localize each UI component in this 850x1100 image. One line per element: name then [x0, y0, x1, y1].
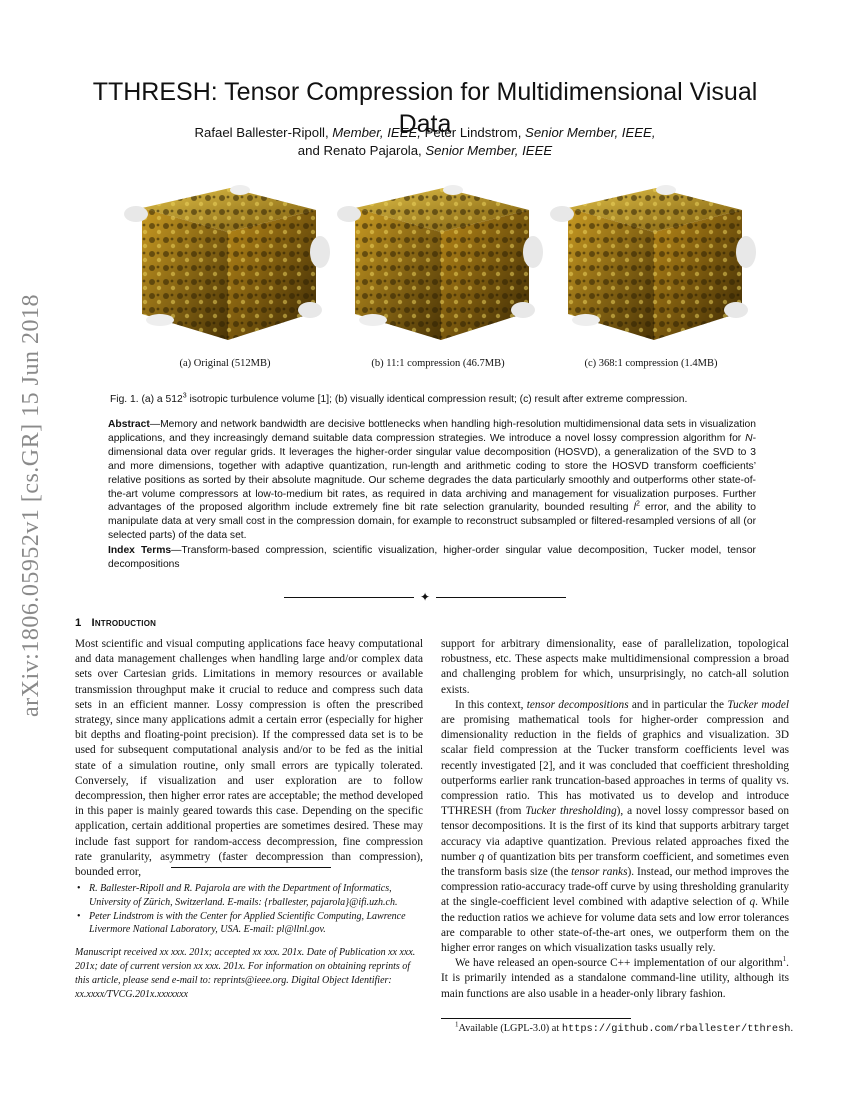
footnote-text: Available (LGPL-3.0) at	[458, 1023, 562, 1034]
turbulence-volume-image	[120, 180, 330, 344]
divider-line-left	[284, 597, 414, 598]
author-1: Rafael Ballester-Ripoll,	[194, 125, 333, 140]
divider-diamond-icon: ✦	[420, 590, 431, 604]
abstract-text-3: error, and the ability to manipulate data at very small cost in the compression domain, for example to reconstruct subsampled or filtered-resampled versions of all (or selected parts) of the data set.	[108, 502, 756, 542]
author-1-role: Member, IEEE,	[332, 125, 421, 140]
abstract-text-2: -dimensional data over regular grids. It leverages the higher-order singular value decomposition (HOSVD), a generalization of the SVD to 3 and more dimensions, together with adaptive quantization, run-length and arithmetic coding to store the HOSVD transform coefficients’ relative positions as sorted by their absolute magnitude. Our scheme degrades the data particularly smoothly and outperforms other state-of-the-art volume compressors at low-to-medium bit rates, as required in data archiving and management for visualization purposes. Further advantages of the proposed algorithm include extremely fine bit rate selection granularity, bounded resulting	[108, 432, 756, 514]
author-list	[70, 124, 780, 160]
footnote-text: R. Ballester-Ripoll and R. Pajarola are with the Department of Informatics, University of Zürich, Switzerland. E-mails: {rballester, pajarola}@ifi.uzh.ch.	[89, 883, 398, 908]
author-2: Peter Lindstrom,	[420, 125, 526, 140]
figure-1a-caption: (a) Original (512MB)	[179, 358, 271, 369]
abstract	[108, 418, 756, 543]
figure-caption-text-rest: isotropic turbulence volume [1]; (b) visually identical compression result; (c) result after extreme compression.	[186, 394, 688, 405]
footnote-text: Peter Lindstrom is with the Center for Applied Scientific Computing, Lawrence Livermore National Laboratory, USA. E-mail: pl@llnl.gov.	[89, 910, 406, 936]
abstract-label: Abstract	[108, 419, 150, 430]
affiliation-footnotes	[75, 882, 423, 1001]
figure-1c	[546, 180, 756, 370]
figure-caption-sup: 3	[182, 392, 187, 400]
figure-1c-caption: (c) 368:1 compression (1.4MB)	[584, 358, 718, 369]
figure-1a	[120, 180, 330, 370]
figure-caption-text: Fig. 1. (a) a	[110, 394, 166, 405]
index-terms-label: Index Terms	[108, 545, 172, 556]
right-footnote-rule	[441, 1018, 631, 1019]
figure-1b	[333, 180, 543, 370]
abstract-math-l: l	[633, 502, 636, 514]
footnote-rule	[171, 867, 331, 868]
author-3: and Renato Pajarola,	[297, 143, 426, 158]
turbulence-volume-image	[546, 180, 756, 344]
author-2-role: Senior Member, IEEE,	[525, 125, 656, 140]
author-3-role: Senior Member, IEEE	[425, 143, 553, 158]
intro-paragraph-4: We have released an open-source C++ implementation of our algorithm$^1$. It is primarily intended as a standalone command-line utility, although its main functions are also usable in a header-only library fashion.	[441, 955, 789, 1000]
repository-link[interactable]: https://github.com/rballester/tthresh	[561, 1023, 791, 1035]
figure-1b-caption: (b) 11:1 compression (46.7MB)	[371, 358, 505, 369]
abstract-math-n: N	[745, 432, 753, 444]
paper-title: TTHRESH: Tensor Compression for Multidimensional Visual Data	[92, 78, 758, 138]
index-terms-text: —Transform-based compression, scientific visualization, higher-order singular value decomposition, Tucker model, tensor decompositions	[108, 545, 756, 570]
section-divider	[284, 590, 566, 604]
code-footnote: $^1$Available (LGPL-3.0) at https://github.com/rballester/tthresh.	[455, 1020, 794, 1035]
figure-caption-math: 512	[165, 394, 183, 405]
intro-paragraph-3: In this context, tensor decompositions and in particular the Tucker model are promising mathematical tools for higher-order compression and dimensionality reduction in the fields of graphics and visualization. 3D scalar field compression at the Tucker transform coefficients level was recently investigated [2], and it was concluded that coefficient thresholding outperforms earlier rank truncation-based approaches in terms of quality vs. compression ratio. This has motivated us to develop and introduce TTHRESH (from Tucker thresholding), a novel lossy compressor based on tensor decompositions. It is the first of its kind that supports arbitrary target accuracy via adaptive quantization. Previous related approaches fixed the number q of quantization bits per transform coefficient, and sometimes even the transform basis size (the tensor ranks). Instead, our method improves the compression ratio-accuracy trade-off curve by using thresholding granularity at the single-coefficient level combined with adaptive selection of q. While the reduction ratios we achieve for volume data sets and low error tolerances are comparable to other state-of-the-art ones, we outperform them on the higher error ranges on which visualization tasks usually rely.	[441, 698, 790, 955]
index-terms	[108, 544, 756, 572]
left-column	[75, 637, 423, 880]
right-column	[441, 637, 789, 1002]
bullet-icon: •	[77, 883, 81, 894]
section-title: Introduction	[91, 617, 157, 629]
manuscript-note: Manuscript received xx xxx. 201x; accepted xx xxx. 201x. Date of Publication xx xxx. 201x; date of current version xx xxx. 201x. For information on obtaining reprints of this article, please send e-mail to: reprints@ieee.org. Digital Object Identifier: xx.xxxx/TVCG.201x.xxxxxxx	[75, 947, 416, 1000]
arxiv-sidebar	[4, 295, 58, 715]
intro-paragraph-1: Most scientific and visual computing applications face heavy computational and data management challenges when handling large and/or complex data sets over Cartesian grids. Limitations in memory resources or available transmission throughput make it crucial to reduce and compress such data sets in an efficient manner. Lossy compression is often the prescribed strategy, since many applications admit a certain error (especially for higher bit depths and floating-point precision). If the compressed data set is to be used for subsequent computational analysis and/or to be fed as the initial state of a simulation routine, only small errors are typically tolerated. Conversely, if visualization and user exploration are to follow decompression, then higher error rates are acceptable; the method developed in this paper is mainly geared towards this case. Depending on the specific application, certain additional properties are sometimes desired. These may include fast support for random-access decompression, fine compression rate granularity, asymmetry (faster decompression than compression), bounded error,	[75, 638, 423, 879]
figure-1	[120, 180, 770, 370]
section-number: 1	[75, 617, 82, 629]
abstract-math-sup: 2	[635, 501, 640, 509]
turbulence-volume-image	[333, 180, 543, 344]
divider-line-right	[436, 597, 566, 598]
figure-caption	[110, 393, 750, 407]
footnote-affiliation-2	[77, 910, 423, 938]
abstract-text: —Memory and network bandwidth are decisive bottlenecks when handling high-resolution multidimensional data sets in visualization applications, and they increasingly demand suitable data compression strategies. We introduce a novel lossy compression algorithm for	[108, 419, 756, 444]
intro-paragraph-2: support for arbitrary dimensionality, ease of parallelization, topological robustness, etc. These aspects make multidimensional compression a broad and challenging problem for which, unsurprisingly, no catch-all solution exists.	[441, 638, 789, 696]
footnote-marker: 1	[455, 1020, 459, 1029]
footnote-affiliation-1	[77, 882, 423, 910]
section-heading	[75, 617, 156, 629]
bullet-icon: •	[77, 910, 81, 922]
arxiv-identifier: arXiv:1806.05952v1 [cs.GR] 15 Jun 2018	[17, 293, 44, 717]
